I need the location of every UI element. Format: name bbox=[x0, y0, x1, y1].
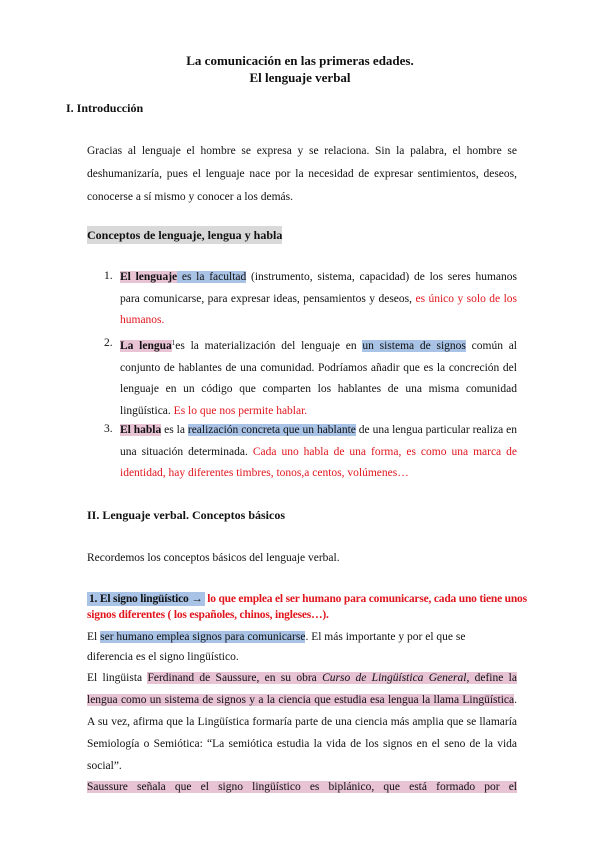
sign-heading bbox=[87, 591, 527, 607]
p2-highlight-a: Ferdinand de Saussure, en su obra bbox=[147, 672, 323, 684]
p2-book-title: Curso de Lingüística General bbox=[322, 672, 467, 684]
item2-text-a: es la materialización del lenguaje en bbox=[175, 340, 363, 352]
item2-highlight: un sistema de signos bbox=[362, 340, 466, 352]
item2-term: La lengua bbox=[120, 340, 172, 352]
p1-line2: diferencia es el signo lingüístico. bbox=[87, 651, 239, 663]
item3-red: Cada uno habla de una forma, es como una marca de identidad, hay diferentes timbres, tonos,a centos, volúmenes… bbox=[120, 445, 517, 479]
list-item-lenguaje bbox=[120, 267, 517, 332]
item1-text: (instrumento, sistema, capacidad) de los seres humanos para comunicarse, para expresar ideas, pensamientos y deseos, bbox=[120, 271, 517, 305]
item3-number: 3. bbox=[104, 423, 113, 435]
list-item-habla bbox=[120, 420, 517, 485]
section1-heading: I. Introducción bbox=[66, 101, 144, 115]
item3-text-a: es la bbox=[161, 424, 188, 436]
p2-pre: El lingüista bbox=[87, 672, 148, 684]
item3-highlight: realización concreta que un hablante bbox=[187, 424, 356, 436]
p3-paragraph bbox=[87, 777, 517, 797]
item2-number: 2. bbox=[104, 337, 113, 349]
doc-title-line1: La comunicación en las primeras edades. bbox=[186, 53, 414, 68]
p2-rest: . A su vez, afirma que la Lingüística formaría parte de una ciencia más amplia que se llamaría Semiología o Semiótica: “La semiótica estudia la vida de los signos en el seno de la vida social”. bbox=[87, 694, 517, 772]
concepts-heading bbox=[87, 228, 282, 243]
p3-text: Saussure señala que el signo lingüístico es biplánico, que está formado por el bbox=[87, 781, 517, 793]
sign-label: 1. El signo lingüístico → bbox=[89, 593, 203, 605]
item1-term: El lenguaje bbox=[120, 271, 178, 283]
item1-number: 1. bbox=[104, 270, 113, 282]
item3-text-b: de una lengua particular realiza en una situación determinada. bbox=[120, 424, 517, 458]
footnote-ref[interactable]: 1 bbox=[171, 339, 176, 347]
list-item-lengua bbox=[120, 333, 517, 422]
p1-line1 bbox=[87, 627, 465, 647]
concepts-heading-text: Conceptos de lenguaje, lengua y habla bbox=[87, 228, 283, 242]
p2-highlight-b: , define la lengua como un sistema de signos y a la ciencia que estudia esa lengua la llama Lingüística bbox=[87, 672, 517, 706]
sign-red-line2: signos diferentes ( los españoles, chinos, ingleses…). bbox=[87, 609, 329, 621]
item3-term: El habla bbox=[120, 424, 162, 436]
item1-highlight: es la facultad bbox=[177, 271, 247, 283]
p1-post: . El más importante y por el que se bbox=[305, 631, 466, 643]
recall-text: Recordemos los conceptos básicos del lenguaje verbal. bbox=[87, 552, 340, 564]
item2-text-b: común al conjunto de hablantes de una comunidad. Podríamos añadir que es la concreción del lenguaje en un código que comparten los hablantes de una misma comunidad lingüística. bbox=[120, 340, 517, 417]
doc-title-line2: El lenguaje verbal bbox=[249, 70, 351, 85]
section2-heading: II. Lenguaje verbal. Conceptos básicos bbox=[87, 508, 286, 522]
p1-pre: El bbox=[87, 631, 101, 643]
intro-paragraph: Gracias al lenguaje el hombre se expresa y se relaciona. Sin la palabra, el hombre se deshumanizaría, pues el lenguaje nace por la necesidad de expresar sentimientos, deseos, conocerse a sí mismo y conocer a los demás. bbox=[87, 145, 517, 203]
item1-red: es único y solo de los humanos. bbox=[120, 292, 518, 326]
saussure-paragraph bbox=[87, 667, 517, 777]
item2-red: Es lo que nos permite hablar. bbox=[170, 404, 308, 417]
p1-highlight: ser humano emplea signos para comunicarse bbox=[100, 631, 306, 643]
sign-red-line1: lo que emplea el ser humano para comunicarse, cada uno tiene unos bbox=[204, 593, 527, 605]
